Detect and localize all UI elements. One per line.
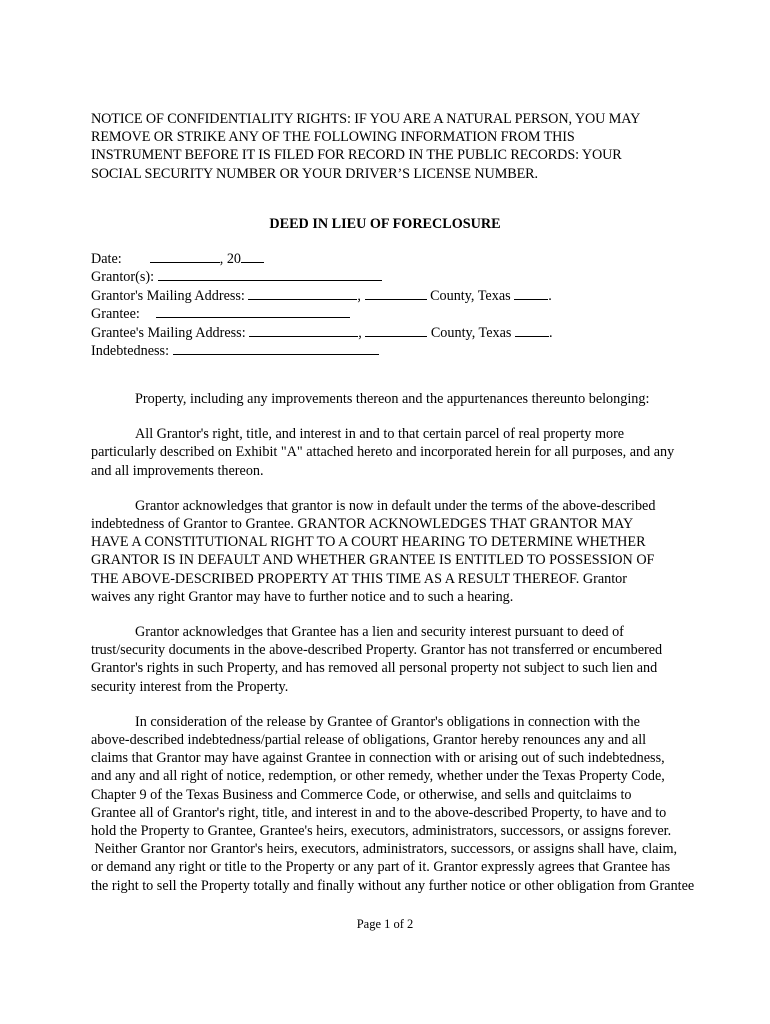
paragraph-line: security interest from the Property.: [91, 678, 289, 695]
paragraph-line: the right to sell the Property totally and finally without any further notice or other obligation from Grantee: [91, 877, 695, 894]
paragraph-line: All Grantor's right, title, and interest in and to that certain parcel of real property more: [135, 426, 625, 443]
grantee-blank[interactable]: [156, 305, 350, 318]
date-row: [91, 250, 553, 268]
paragraph-line: GRANTOR IS IN DEFAULT AND WHETHER GRANTEE IS ENTITLED TO POSSESSION OF: [91, 552, 655, 569]
comma: ,: [358, 324, 362, 341]
county-texas-label: County, Texas: [430, 287, 511, 304]
grantor-zip-blank[interactable]: [514, 287, 548, 300]
paragraph-line: Neither Grantor nor Grantor's heirs, executors, administrators, successors, or assigns shall have, claim,: [91, 841, 678, 858]
paragraph-property: [91, 390, 683, 408]
grantee-county-blank[interactable]: [365, 324, 427, 337]
paragraph-line: Property, including any improvements thereon and the appurtenances thereunto belonging:: [135, 391, 650, 407]
paragraph-line: indebtedness of Grantor to Grantee. GRANTOR ACKNOWLEDGES THAT GRANTOR MAY: [91, 516, 634, 533]
paragraph-line: Grantor acknowledges that grantor is now in default under the terms of the above-described: [135, 497, 656, 514]
paragraph-line: particularly described on Exhibit "A" attached hereto and incorporated herein for all purposes, and any: [91, 444, 675, 461]
paragraph-line: and all improvements thereon.: [91, 462, 264, 479]
period: .: [548, 287, 552, 304]
indebtedness-row: [91, 342, 553, 360]
grantor-address-label: Grantor's Mailing Address:: [91, 287, 245, 304]
date-year-prefix: , 20: [219, 251, 242, 267]
indebtedness-label: Indebtedness:: [91, 342, 170, 359]
year-blank[interactable]: [241, 250, 264, 263]
paragraph-line: waives any right Grantor may have to further notice and to such a hearing.: [91, 588, 514, 605]
notice-line: SOCIAL SECURITY NUMBER OR YOUR DRIVER’S LICENSE NUMBER.: [91, 165, 538, 182]
grantor-address-row: [91, 287, 553, 305]
confidentiality-notice: [91, 110, 691, 183]
paragraph-line: In consideration of the release by Grantee of Grantor's obligations in connection with the: [135, 713, 640, 730]
paragraph-line: THE ABOVE-DESCRIBED PROPERTY AT THIS TIME AS A RESULT THEREOF. Grantor: [91, 570, 628, 587]
comma: ,: [357, 287, 361, 304]
paragraph-description: [91, 425, 683, 480]
grantor-address-blank[interactable]: [248, 287, 357, 300]
grantee-zip-blank[interactable]: [515, 324, 549, 337]
period: .: [548, 324, 553, 341]
paragraph-line: claims that Grantor may have against Grantee in connection with or arising out of such indebtedness,: [91, 750, 665, 767]
grantee-address-blank[interactable]: [249, 324, 358, 337]
paragraph-line: Grantor's rights in such Property, and has removed all personal property not subject to such lien and: [91, 660, 658, 677]
deed-body: [91, 390, 695, 912]
paragraph-line: or demand any right or title to the Property or any part of it. Grantor expressly agrees that Grantee has: [91, 859, 671, 876]
paragraph-lien: [91, 623, 683, 696]
grantors-label: Grantor(s):: [91, 269, 155, 286]
paragraph-line: hold the Property to Grantee, Grantee's heirs, executors, administrators, successors, or assigns forever.: [91, 823, 672, 840]
paragraph-default: [91, 497, 683, 606]
grantee-label: Grantee:: [91, 306, 140, 323]
document-title: DEED IN LIEU OF FORECLOSURE: [269, 216, 501, 232]
paragraph-line: above-described indebtedness/partial release of obligations, Grantor hereby renounces any and all: [91, 732, 647, 749]
paragraph-line: trust/security documents in the above-described Property. Grantor has not transferred or encumbered: [91, 642, 663, 659]
page-number: Page 1 of 2: [356, 917, 414, 931]
notice-line: INSTRUMENT BEFORE IT IS FILED FOR RECORD IN THE PUBLIC RECORDS: YOUR: [91, 147, 622, 164]
date-blank[interactable]: [150, 250, 220, 263]
paragraph-line: and any and all right of notice, redemption, or other remedy, whether under the Texas Property Code,: [91, 768, 665, 785]
deed-fields: [91, 250, 553, 360]
paragraph-line: Grantee all of Grantor's right, title, and interest in and to the above-described Property, to have and to: [91, 804, 667, 821]
notice-line: REMOVE OR STRIKE ANY OF THE FOLLOWING INFORMATION FROM THIS: [91, 129, 575, 146]
grantors-row: [91, 268, 553, 286]
grantors-blank[interactable]: [158, 268, 382, 281]
indebtedness-blank[interactable]: [173, 342, 379, 355]
date-label: Date:: [91, 251, 122, 267]
grantee-row: [91, 305, 553, 323]
paragraph-consideration: [91, 713, 695, 895]
grantee-address-label: Grantee's Mailing Address:: [91, 324, 246, 341]
grantee-address-row: [91, 324, 553, 342]
county-texas-label: County, Texas: [430, 324, 512, 341]
grantor-county-blank[interactable]: [365, 287, 427, 300]
paragraph-line: Chapter 9 of the Texas Business and Commerce Code, or otherwise, and sells and quitclaims to: [91, 786, 632, 803]
paragraph-line: Grantor acknowledges that Grantee has a lien and security interest pursuant to deed of: [135, 624, 624, 641]
paragraph-line: HAVE A CONSTITUTIONAL RIGHT TO A COURT HEARING TO DETERMINE WHETHER: [91, 534, 646, 551]
notice-line: NOTICE OF CONFIDENTIALITY RIGHTS: IF YOU ARE A NATURAL PERSON, YOU MAY: [91, 111, 641, 127]
